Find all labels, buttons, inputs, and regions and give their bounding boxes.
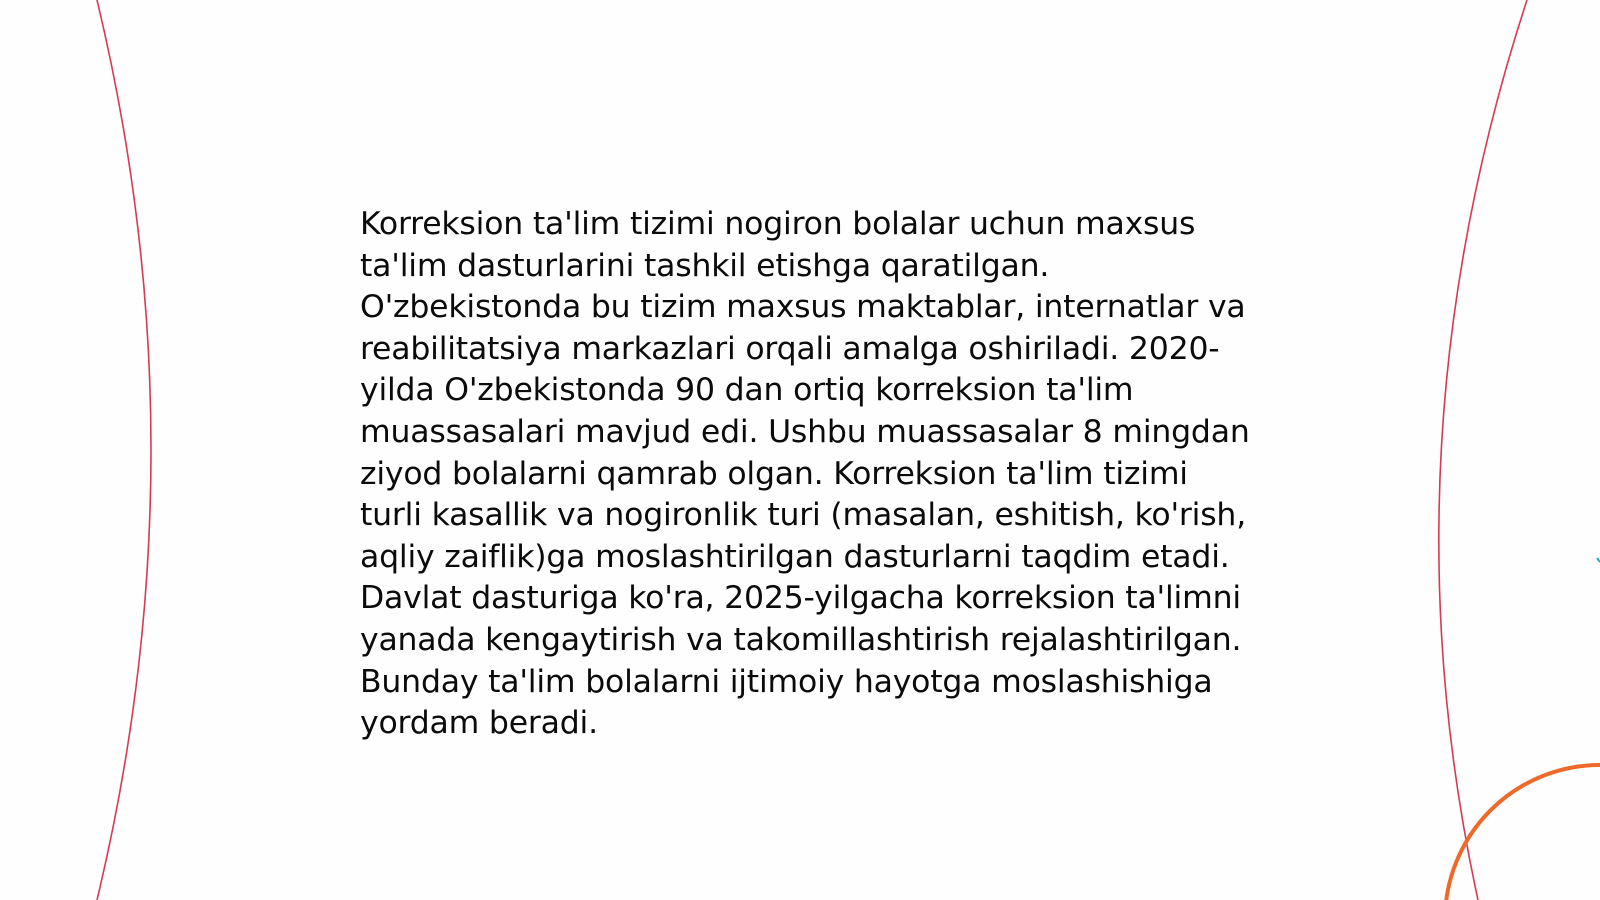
orange-circle-decoration (1445, 765, 1600, 900)
left-arc-decoration (97, 0, 151, 900)
right-arc-decoration (1439, 0, 1527, 900)
slide-body-text: Korreksion ta'lim tizimi nogiron bolalar uchun maxsus ta'lim dasturlarini tashkil etishga qaratilgan. O'zbekistonda bu tizim maxsus maktablar, internatlar va reabilitatsiya markazlari orqali amalga oshiriladi. 2020-yilda O'zbekistonda 90 dan ortiq korreksion ta'lim muassasalari mavjud edi. Ushbu muassasalar 8 mingdan ziyod bolalarni qamrab olgan. Korreksion ta'lim tizimi turli kasallik va nogironlik turi (masalan, eshitish, ko'rish, aqliy zaiflik)ga moslashtirilgan dasturlarni taqdim etadi. Davlat dasturiga ko'ra, 2025-yilgacha korreksion ta'limni yanada kengaytirish va takomillashtirish rejalashtirilgan. Bunday ta'lim bolalarni ijtimoiy hayotga moslashishiga yordam beradi. (360, 206, 1250, 742)
